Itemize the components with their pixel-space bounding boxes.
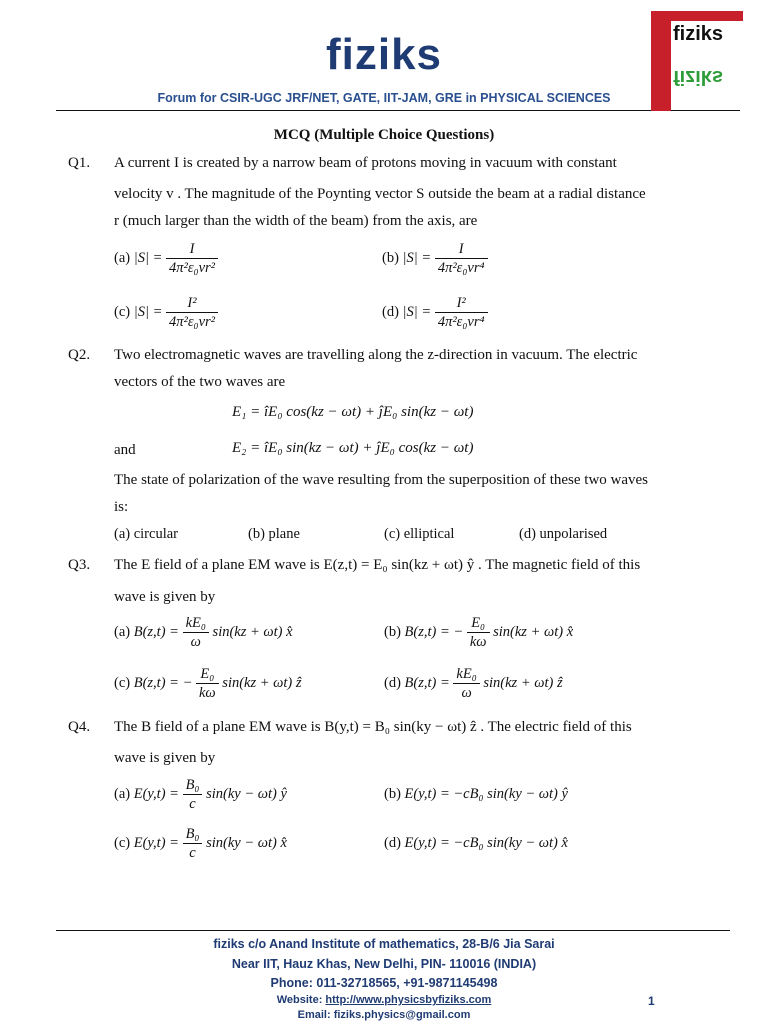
q2-option-b[interactable]: (b) plane [248, 526, 300, 542]
fiziks-logo [651, 11, 743, 111]
q3-option-a[interactable] [114, 614, 293, 651]
q2-line2: vectors of the two waves are [114, 374, 286, 390]
frac-num: I [435, 240, 488, 259]
q4-option-a[interactable] [114, 776, 287, 813]
option-label: (d) [384, 835, 401, 851]
q4-line1: The B field of a plane EM wave is B(y,t) = B₀ sin(ky − ωt) ẑ . The electric field of this [114, 719, 632, 735]
q2-number: Q2. [68, 347, 91, 363]
option-label: (b) [382, 249, 399, 266]
footer-address-2: Near IIT, Hauz Khas, New Delhi, PIN- 110016 (INDIA) [231, 957, 537, 971]
q1-option-a[interactable] [114, 240, 218, 277]
q2-option-c[interactable]: (c) elliptical [384, 526, 455, 542]
frac-num: E₀ [467, 614, 490, 633]
frac-den: c [189, 796, 196, 812]
page-number: 1 [648, 994, 655, 1008]
logo-red-top [651, 11, 743, 21]
logo-mirror-text: fiziks [673, 66, 724, 88]
q3-number: Q3. [68, 557, 91, 573]
frac-den: 4π²ε₀vr² [168, 260, 216, 276]
q1-option-b[interactable] [382, 240, 488, 277]
frac-den: ω [461, 685, 472, 701]
q2-equation-1: E₁ = îE₀ cos(kz − ωt) + ĵE₀ sin(kz − ωt) [232, 404, 474, 420]
q1-option-d[interactable] [382, 294, 488, 331]
q3-line2: wave is given by [114, 589, 216, 605]
q3-option-d[interactable] [384, 665, 563, 702]
option-text: E(y,t) = −cB₀ sin(ky − ωt) x̂ [404, 835, 568, 851]
option-label: (b) [384, 786, 401, 802]
frac-den: ω [190, 634, 201, 650]
footer-address-1: fiziks c/o Anand Institute of mathematics, 28-B/6 Jia Sarai [213, 937, 555, 951]
q3-option-c[interactable] [114, 665, 302, 702]
frac-num: I² [435, 294, 488, 313]
frac-num: I² [166, 294, 218, 313]
option-label: (c) [114, 303, 131, 320]
header-rule [56, 110, 740, 111]
q1-number: Q1. [68, 155, 91, 171]
option-rhs: sin(kz + ωt) ẑ [222, 674, 302, 691]
option-label: (a) [114, 785, 131, 802]
option-label: (c) [114, 834, 131, 851]
frac-num: kE₀ [183, 614, 209, 633]
option-label: (a) [114, 249, 131, 266]
option-lhs: |S| = [133, 303, 163, 320]
option-lhs: B(z,t) = [133, 623, 179, 640]
option-label: (d) [382, 303, 399, 320]
option-rhs: sin(kz + ωt) x̂ [212, 623, 293, 640]
option-lhs: E(y,t) = [133, 834, 179, 851]
frac-den: 4π²ε₀vr⁴ [437, 260, 485, 276]
option-lhs: |S| = [133, 249, 163, 266]
frac-den: kω [198, 685, 216, 701]
option-lhs: |S| = [402, 249, 432, 266]
option-lhs: E(y,t) = [133, 785, 179, 802]
footer-phone: Phone: 011-32718565, +91-9871145498 [270, 976, 498, 990]
option-lhs: B(z,t) = − [404, 623, 464, 640]
brand-title: fiziks [325, 30, 443, 79]
frac-num: kE₀ [453, 665, 479, 684]
logo-text: fiziks [673, 23, 724, 45]
q4-option-d[interactable] [384, 835, 568, 852]
option-label: (d) [384, 674, 401, 691]
frac-num: B₀ [183, 825, 203, 844]
frac-num: E₀ [196, 665, 219, 684]
q2-line3: The state of polarization of the wave resulting from the superposition of these two waves [114, 472, 649, 488]
logo-red-bar [651, 11, 671, 111]
frac-num: I [166, 240, 218, 259]
q2-equation-2: E₂ = îE₀ sin(kz − ωt) + ĵE₀ cos(kz − ωt) [232, 440, 474, 456]
option-rhs: sin(kz + ωt) x̂ [493, 623, 574, 640]
option-rhs: sin(ky − ωt) ŷ [206, 785, 287, 802]
q2-line1: Two electromagnetic waves are travelling along the z-direction in vacuum. The electric [114, 347, 638, 363]
option-label: (a) [114, 623, 131, 640]
frac-den: kω [469, 634, 487, 650]
q2-option-d[interactable]: (d) unpolarised [519, 526, 608, 542]
frac-den: 4π²ε₀vr⁴ [437, 314, 485, 330]
section-heading: MCQ (Multiple Choice Questions) [273, 127, 495, 143]
option-lhs: B(z,t) = [404, 674, 450, 691]
q3-option-b[interactable] [384, 614, 573, 651]
q3-line1: The E field of a plane EM wave is E(z,t) = E₀ sin(kz + ωt) ŷ . The magnetic field of this [114, 557, 641, 573]
q4-line2: wave is given by [114, 750, 216, 766]
q1-line2: velocity v . The magnitude of the Poynting vector S outside the beam at a radial distance [114, 186, 646, 202]
footer-email[interactable]: Email: fiziks.physics@gmail.com [297, 1009, 471, 1021]
option-text: E(y,t) = −cB₀ sin(ky − ωt) ŷ [404, 786, 568, 802]
q2-option-a[interactable]: (a) circular [114, 526, 178, 542]
website-label: Website: [276, 994, 323, 1006]
option-lhs: |S| = [402, 303, 432, 320]
q4-option-b[interactable] [384, 786, 568, 803]
frac-den: 4π²ε₀vr² [168, 314, 216, 330]
frac-den: c [189, 845, 196, 861]
option-lhs: B(z,t) = − [133, 674, 193, 691]
option-label: (c) [114, 674, 131, 691]
q1-line3: r (much larger than the width of the beam) from the axis, are [114, 213, 478, 229]
q4-number: Q4. [68, 719, 91, 735]
q1-option-c[interactable] [114, 294, 218, 331]
website-link[interactable]: http://www.physicsbyfiziks.com [325, 994, 492, 1006]
q2-and: and [114, 442, 136, 458]
frac-num: B₀ [183, 776, 203, 795]
q4-option-c[interactable] [114, 825, 287, 862]
option-rhs: sin(kz + ωt) ẑ [483, 674, 563, 691]
footer-rule [56, 930, 730, 931]
q2-line4: is: [114, 499, 129, 515]
forum-tagline: Forum for CSIR-UGC JRF/NET, GATE, IIT-JAM, GRE in PHYSICAL SCIENCES [157, 91, 611, 105]
q1-line1: A current I is created by a narrow beam of protons moving in vacuum with constant [114, 155, 617, 171]
option-rhs: sin(ky − ωt) x̂ [206, 834, 287, 851]
option-label: (b) [384, 623, 401, 640]
